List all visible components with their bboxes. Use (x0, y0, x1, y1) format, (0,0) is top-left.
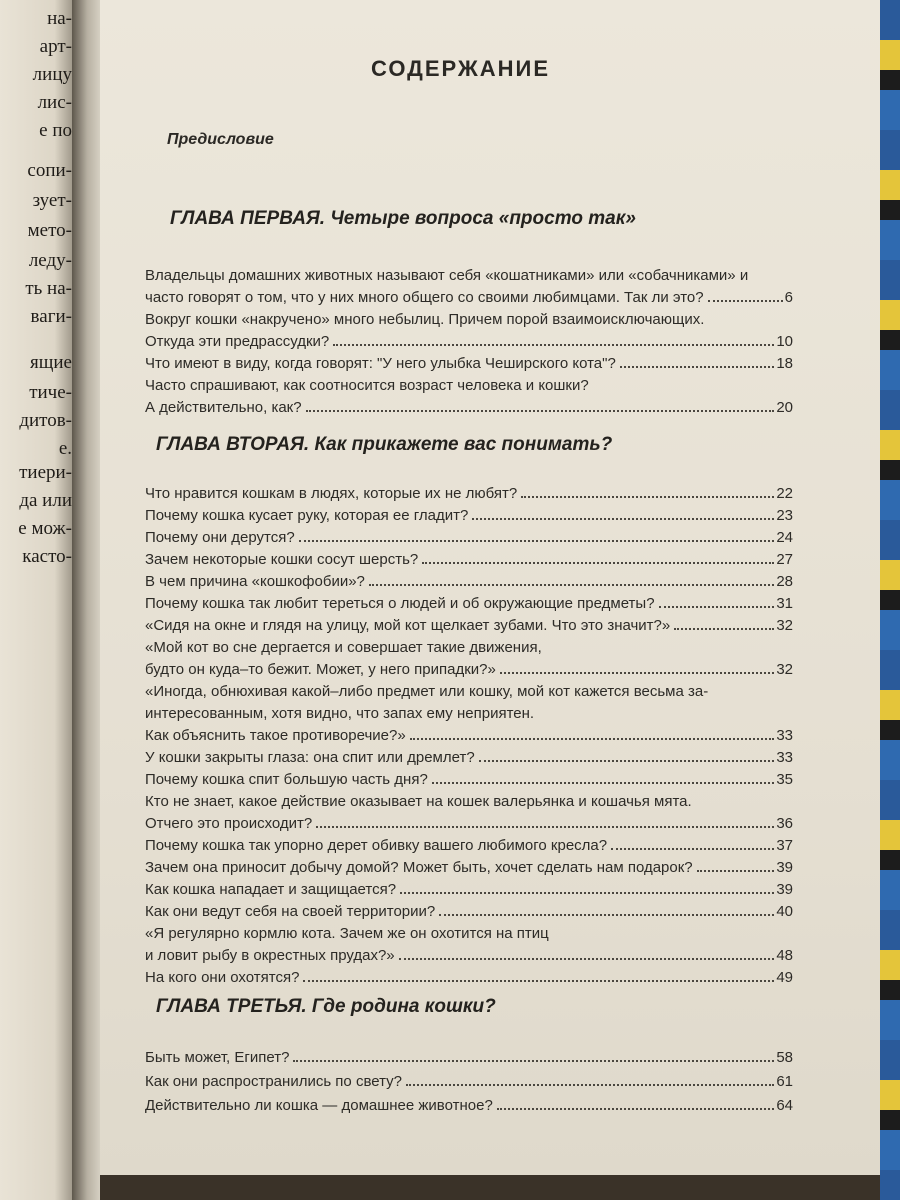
toc-entry-text: Быть может, Египет? (145, 1049, 290, 1066)
left-page-fragment: леду- (28, 250, 72, 271)
left-page (0, 0, 78, 1200)
left-page-fragment: тиче- (29, 382, 72, 403)
toc-entry-page: 24 (776, 529, 793, 546)
toc-entry-text: Владельцы домашних животных называют себя «кошатниками» или «собачниками» и (145, 267, 749, 284)
toc-entry-text: Как объяснить такое противоречие?» (145, 727, 406, 744)
dot-leader (611, 848, 774, 850)
toc-entry (145, 724, 793, 744)
dot-leader (439, 914, 774, 916)
toc-entry-text: «Иногда, обнюхивая какой–либо предмет или кошку, мой кот кажется весьма за- (145, 683, 709, 700)
toc-entry-text: В чем причина «кошкофобии»? (145, 573, 365, 590)
toc-entry (145, 856, 793, 876)
toc-entry-text: Почему кошка спит большую часть дня? (145, 771, 428, 788)
toc-entry-page: 18 (776, 355, 793, 372)
toc-entry-page: 31 (776, 595, 793, 612)
toc-entry (145, 658, 793, 678)
toc-entry-text: Откуда эти предрассудки? (145, 333, 330, 350)
toc-entry-text: Почему кошка так любит тереться о людей и об окружающие предметы? (145, 595, 655, 612)
dot-leader (497, 1108, 775, 1110)
dot-leader (299, 540, 775, 542)
toc-entry (145, 286, 793, 306)
dot-leader (422, 562, 774, 564)
toc-entry-page: 28 (776, 573, 793, 590)
toc-entry (145, 1070, 793, 1090)
dot-leader (333, 344, 774, 346)
toc-entry (145, 636, 793, 656)
toc-entry-text: Что имеют в виду, когда говорят: "У него улыбка Чеширского кота"? (145, 355, 616, 372)
dot-leader (500, 672, 774, 674)
dot-leader (399, 958, 775, 960)
chapter-heading-2: ГЛАВА ВТОРАЯ. Как прикажете вас понимать? (156, 434, 613, 455)
left-page-fragment: е по (39, 120, 72, 141)
toc-entry-text: Почему кошка так упорно дерет обивку вашего любимого кресла? (145, 837, 608, 854)
toc-entry (145, 768, 793, 788)
toc-entry-page: 36 (776, 815, 793, 832)
chapter-heading-3: ГЛАВА ТРЕТЬЯ. Где родина кошки? (156, 996, 496, 1017)
dot-leader (369, 584, 774, 586)
dot-leader (708, 300, 783, 302)
left-page-fragment: е мож- (18, 518, 72, 539)
toc-entry-text: Что нравится кошкам в людях, которые их не любят? (145, 485, 518, 502)
toc-entry-text: «Я регулярно кормлю кота. Зачем же он охотится на птиц (145, 925, 549, 942)
toc-entry (145, 812, 793, 832)
toc-entry (145, 570, 793, 590)
toc-entry (145, 504, 793, 524)
dot-leader (479, 760, 775, 762)
toc-entry-text: Вокруг кошки «накручено» много небылиц. Причем порой взаимоисключающих. (145, 311, 705, 328)
left-page-fragment: да или (19, 490, 72, 511)
toc-entry (145, 374, 793, 394)
left-page-fragment: тиери- (19, 462, 72, 483)
toc-entry (145, 526, 793, 546)
dot-leader (674, 628, 774, 630)
toc-entry-text: и ловит рыбу в окрестных прудах?» (145, 947, 395, 964)
toc-preface: Предисловие (167, 131, 274, 148)
toc-entry (145, 482, 793, 502)
toc-entry-text: Почему кошка кусает руку, которая ее гладит? (145, 507, 469, 524)
toc-entry-text: Кто не знает, какое действие оказывает на кошек валерьянка и кошачья мята. (145, 793, 692, 810)
toc-entry-page: 49 (776, 969, 793, 986)
left-page-fragment: ваги- (30, 306, 72, 327)
dot-leader (472, 518, 774, 520)
dot-leader (316, 826, 774, 828)
toc-entry-page: 37 (776, 837, 793, 854)
left-page-fragment: ящие (30, 352, 72, 373)
left-page-fragment: лис- (37, 92, 72, 113)
toc-title: СОДЕРЖАНИЕ (371, 56, 551, 81)
toc-entry-page: 6 (784, 289, 793, 306)
toc-entry (145, 330, 793, 350)
toc-entry (145, 922, 793, 942)
toc-entry-text: Зачем она приносит добычу домой? Может быть, хочет сделать нам подарок? (145, 859, 693, 876)
toc-entry (145, 1046, 793, 1066)
toc-entry (145, 614, 793, 634)
toc-entry-page: 27 (776, 551, 793, 568)
left-page-fragment: дитов- (19, 410, 72, 431)
left-page-fragment: арт- (39, 36, 72, 57)
toc-entry-text: Действительно ли кошка — домашнее животное? (145, 1097, 493, 1114)
left-page-fragment: касто- (22, 546, 72, 567)
dot-leader (659, 606, 775, 608)
toc-entry (145, 790, 793, 810)
toc-entry (145, 900, 793, 920)
toc-entry (145, 352, 793, 372)
toc-entry-text: «Сидя на окне и глядя на улицу, мой кот щелкает зубами. Что это значит?» (145, 617, 671, 634)
left-page-fragment: лицу (32, 64, 72, 85)
toc-entry (145, 746, 793, 766)
left-page-fragment: мето- (27, 220, 72, 241)
left-page-fragment: сопи- (27, 160, 72, 181)
dot-leader (400, 892, 774, 894)
dot-leader (697, 870, 775, 872)
toc-entry-page: 10 (776, 333, 793, 350)
dot-leader (293, 1060, 774, 1062)
toc-entry-text: Отчего это происходит? (145, 815, 313, 832)
toc-entry-text: будто он куда–то бежит. Может, у него припадки?» (145, 661, 496, 678)
toc-entry-text: Как они ведут себя на своей территории? (145, 903, 436, 920)
dot-leader (432, 782, 775, 784)
toc-entry-text: Часто спрашивают, как соотносится возраст человека и кошки? (145, 377, 589, 394)
toc-entry (145, 592, 793, 612)
page-bottom-shadow (100, 1175, 880, 1200)
toc-entry-text: «Мой кот во сне дергается и совершает такие движения, (145, 639, 542, 656)
toc-entry (145, 308, 793, 328)
toc-entry-text: На кого они охотятся? (145, 969, 300, 986)
toc-entry-page: 39 (776, 881, 793, 898)
toc-entry-page: 64 (776, 1097, 793, 1114)
toc-entry-page: 61 (776, 1073, 793, 1090)
toc-entry (145, 396, 793, 416)
toc-entry (145, 1094, 793, 1114)
toc-entry (145, 878, 793, 898)
book-cover-edge (880, 0, 900, 1200)
toc-entry-page: 39 (776, 859, 793, 876)
left-page-fragment: зует- (32, 190, 72, 211)
toc-entry-page: 48 (776, 947, 793, 964)
toc-entry-text: часто говорят о том, что у них много общего со своими любимцами. Так ли это? (145, 289, 704, 306)
toc-entry-page: 58 (776, 1049, 793, 1066)
toc-entry-text: Как кошка нападает и защищается? (145, 881, 397, 898)
toc-entry-text: А действительно, как? (145, 399, 302, 416)
toc-entry (145, 944, 793, 964)
toc-entry-page: 23 (776, 507, 793, 524)
left-page-fragment: е. (58, 438, 72, 459)
toc-entry (145, 834, 793, 854)
toc-entry-text: У кошки закрыты глаза: она спит или дремлет? (145, 749, 475, 766)
dot-leader (521, 496, 774, 498)
toc-entry-page: 35 (776, 771, 793, 788)
toc-entry (145, 966, 793, 986)
toc-entry (145, 264, 793, 284)
dot-leader (303, 980, 774, 982)
dot-leader (620, 366, 775, 368)
toc-entry-page: 20 (776, 399, 793, 416)
toc-entry-text: Как они распространились по свету? (145, 1073, 402, 1090)
toc-entry-page: 32 (776, 661, 793, 678)
toc-entry-page: 40 (776, 903, 793, 920)
toc-entry (145, 548, 793, 568)
dot-leader (406, 1084, 774, 1086)
left-page-fragment: ть на- (25, 278, 72, 299)
toc-entry-page: 33 (776, 749, 793, 766)
toc-entry (145, 680, 793, 700)
dot-leader (306, 410, 775, 412)
toc-entry (145, 702, 793, 722)
toc-entry-page: 33 (776, 727, 793, 744)
toc-entry-page: 22 (776, 485, 793, 502)
chapter-heading-1: ГЛАВА ПЕРВАЯ. Четыре вопроса «просто так» (170, 208, 636, 229)
dot-leader (410, 738, 775, 740)
toc-entry-text: Почему они дерутся? (145, 529, 295, 546)
left-page-fragment: на- (47, 8, 72, 29)
toc-entry-page: 32 (776, 617, 793, 634)
toc-entry-text: Зачем некоторые кошки сосут шерсть? (145, 551, 419, 568)
toc-entry-text: интересованным, хотя видно, что запах ему неприятен. (145, 705, 535, 722)
